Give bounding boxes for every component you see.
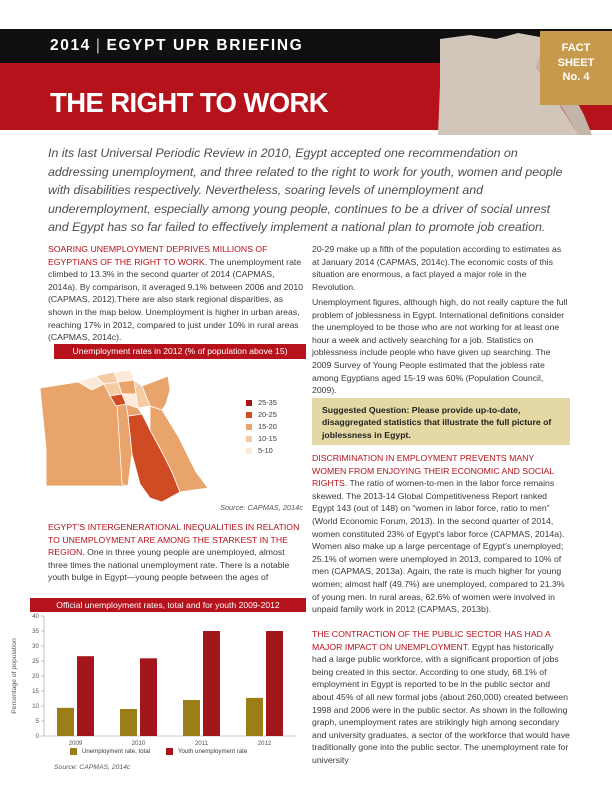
y-axis-label: Percentage of population (11, 638, 18, 714)
fact-label-line: FACT (561, 42, 591, 54)
paragraph-lead: DISCRIMINATION IN EMPLOYMENT PREVENTS MANY WOMEN FROM ENJOYING THEIR ECONOMIC AND SOCIAL RIGHTS. (312, 453, 554, 489)
y-tick-label: 40 (32, 613, 39, 620)
y-tick-label: 35 (32, 628, 39, 635)
paragraph-text: Egypt has historically had a large public workforce, with a significant proportion of jobs being created in this sector. According to one study, 68.1% of employment in Egypt is reported to be in the public sector and about 45% of all new formal jobs (about 260,000) created between 1998 and 2006 were in the public sector. As shown in the following graph, unemployment rates are strikingly high among secondary and university graduates, a sector of the workforce that would have traditionally gone into the public sector. The unemployment rate for university (312, 641, 570, 765)
x-tick-label: 2011 (194, 740, 209, 747)
chart-legend-item (166, 748, 247, 755)
y-tick-label: 20 (32, 673, 39, 680)
legend-label: Youth unemployment rate (178, 748, 248, 755)
map-legend-item (246, 398, 277, 407)
map-legend-item (246, 446, 273, 455)
paragraph-text: The unemployment rate climbed to 13.3% in the second quarter of 2014 (CAPMAS, 2014a). By comparison, it averaged 9.1% between 2006 and 2010 (CAPMAS, 2012).There are also stark regional disparities, as shown in the map below. Unemployment is higher in urban areas, reaching 17% in 2012, compared to just under 10% in rural areas (CAPMAS, 2014c). (48, 256, 304, 343)
series-year: 2014 (50, 37, 91, 54)
y-tick-label: 5 (35, 718, 39, 725)
paragraph-lead: THE CONTRACTION OF THE PUBLIC SECTOR HAS HAD A MAJOR IMPACT ON UNEMPLOYMENT. (312, 629, 551, 652)
legend-label: 10-15 (258, 434, 277, 443)
chart-bar (203, 631, 220, 736)
y-tick-label: 25 (32, 658, 39, 665)
legend-swatch (246, 400, 252, 406)
chart-bar (120, 709, 137, 736)
paragraph-unemployment (48, 243, 306, 344)
series-title (50, 37, 303, 55)
y-tick-label: 0 (35, 733, 39, 740)
fact-label-line: SHEET (557, 56, 595, 69)
legend-swatch (246, 448, 252, 454)
map-source: Source: CAPMAS, 2014c (220, 503, 303, 512)
chart-caption: Official unemployment rates, total and for youth 2009-2012 (30, 598, 306, 612)
paragraph-joblessness: Unemployment figures, although high, do not really capture the full problem of joblessness in Egypt. International definitions consider the unemployed to be those who are not working for at least one hour a week and actively searching for a job. Statistics on joblessness include people who have given up searching. The 2009 Survey of Young People estimated that the jobless rate among Egyptians aged 15-19 was 60% (Population Council, 2009). (312, 297, 568, 396)
legend-label: 15-20 (258, 422, 277, 431)
legend-swatch (246, 424, 252, 430)
paragraph-youth-bulge: 20-29 make up a fifth of the population according to estimates as at January 2014 (CAPMAS, 2014c).The economic costs of this situation are enormous, a fact played a major role in the Revolution. (312, 244, 562, 292)
suggested-question: Suggested Question: Please provide up-to-date, disaggregated statistics that illustrate the full picture of joblessness in Egypt. (322, 405, 552, 440)
paragraph-women (312, 452, 570, 616)
paragraph-text: One in three young people are unemployed, almost three times the national unemployment rate. There is a notable youth bulge in Egypt—young people between the ages of (48, 547, 290, 583)
legend-label: 20-25 (258, 410, 277, 419)
paragraph-lead: EGYPT’S INTERGENERATIONAL INEQUALITIES IN RELATION TO UNEMPLOYMENT ARE AMONG THE STARKEST IN THE REGION. (48, 522, 300, 558)
title-separator: | (95, 37, 102, 54)
chart-bar (77, 656, 94, 736)
x-tick-label: 2012 (257, 740, 272, 747)
map-caption: Unemployment rates in 2012 (% of population above 15) (54, 344, 306, 359)
page-title: THE RIGHT TO WORK (50, 87, 329, 118)
legend-swatch (246, 412, 252, 418)
unemployment-map (38, 364, 228, 512)
chart-bar (57, 708, 74, 736)
paragraph-public-sector (312, 628, 570, 767)
chart-bar (140, 658, 157, 736)
paragraph-lead: SOARING UNEMPLOYMENT DEPRIVES MILLIONS OF EGYPTIANS OF THE RIGHT TO WORK. (48, 244, 268, 267)
series-name: EGYPT UPR BRIEFING (106, 37, 304, 54)
chart-bar (266, 631, 283, 736)
legend-label: 25-35 (258, 398, 277, 407)
map-legend-item (246, 410, 277, 419)
map-legend-item (246, 422, 277, 431)
chart-bars (57, 631, 283, 736)
x-tick-label: 2010 (131, 740, 146, 747)
chart-source: Source: CAPMAS, 2014c (54, 764, 131, 771)
fact-label-line: No. 4 (562, 71, 590, 83)
map-legend-item (246, 434, 277, 443)
legend-label: 5-10 (258, 446, 273, 455)
y-tick-label: 30 (32, 643, 39, 650)
y-tick-label: 10 (32, 703, 39, 710)
chart-bar (246, 698, 263, 736)
legend-swatch (166, 748, 173, 755)
unemployment-bar-chart (0, 612, 306, 750)
legend-swatch (70, 748, 77, 755)
chart-bar (183, 700, 200, 736)
paragraph-text: The ratio of women-to-men in the labor force remains skewed. The 2013-14 Global Competitiveness Report ranked Egypt 143 (out of 148) on “women in labor force, ratio to men” (World Economic Forum, 2013). In the second quarter of 2014, women constituted 23% of Egypt’s labor force (CAPMAS, 2014a). Women also make up a large percentage of Egypt’s unemployed; 25.1% of women were unemployed in 2013, compared to 10% of men (CAPMAS, 2013a). Again, the rate is much higher for young women; almost half (49.7%) are unemployed, compared to 21.3% of young men. In rural areas, 62.6% of women were involved in unpaid family work in 2012 (CAPMAS, 2013b). (312, 478, 565, 615)
intro-paragraph: In its last Universal Periodic Review in 2010, Egypt accepted one recommendation on addressing unemployment, and three related to the right to work for youth, women and people with disabilities respectively. Nevertheless, soaring levels of unemployment and underemployment, especially among young people, continues to be a driver of social unrest and Egypt has so far failed to effectively implement a national plan to promote job creation. (48, 146, 563, 235)
x-tick-label: 2009 (68, 740, 83, 747)
chart-legend-item (70, 748, 150, 755)
legend-swatch (246, 436, 252, 442)
y-tick-label: 15 (32, 688, 39, 695)
paragraph-inequality (48, 521, 306, 584)
fact-sheet-label (540, 41, 612, 85)
legend-label: Unemployment rate, total (82, 748, 151, 755)
